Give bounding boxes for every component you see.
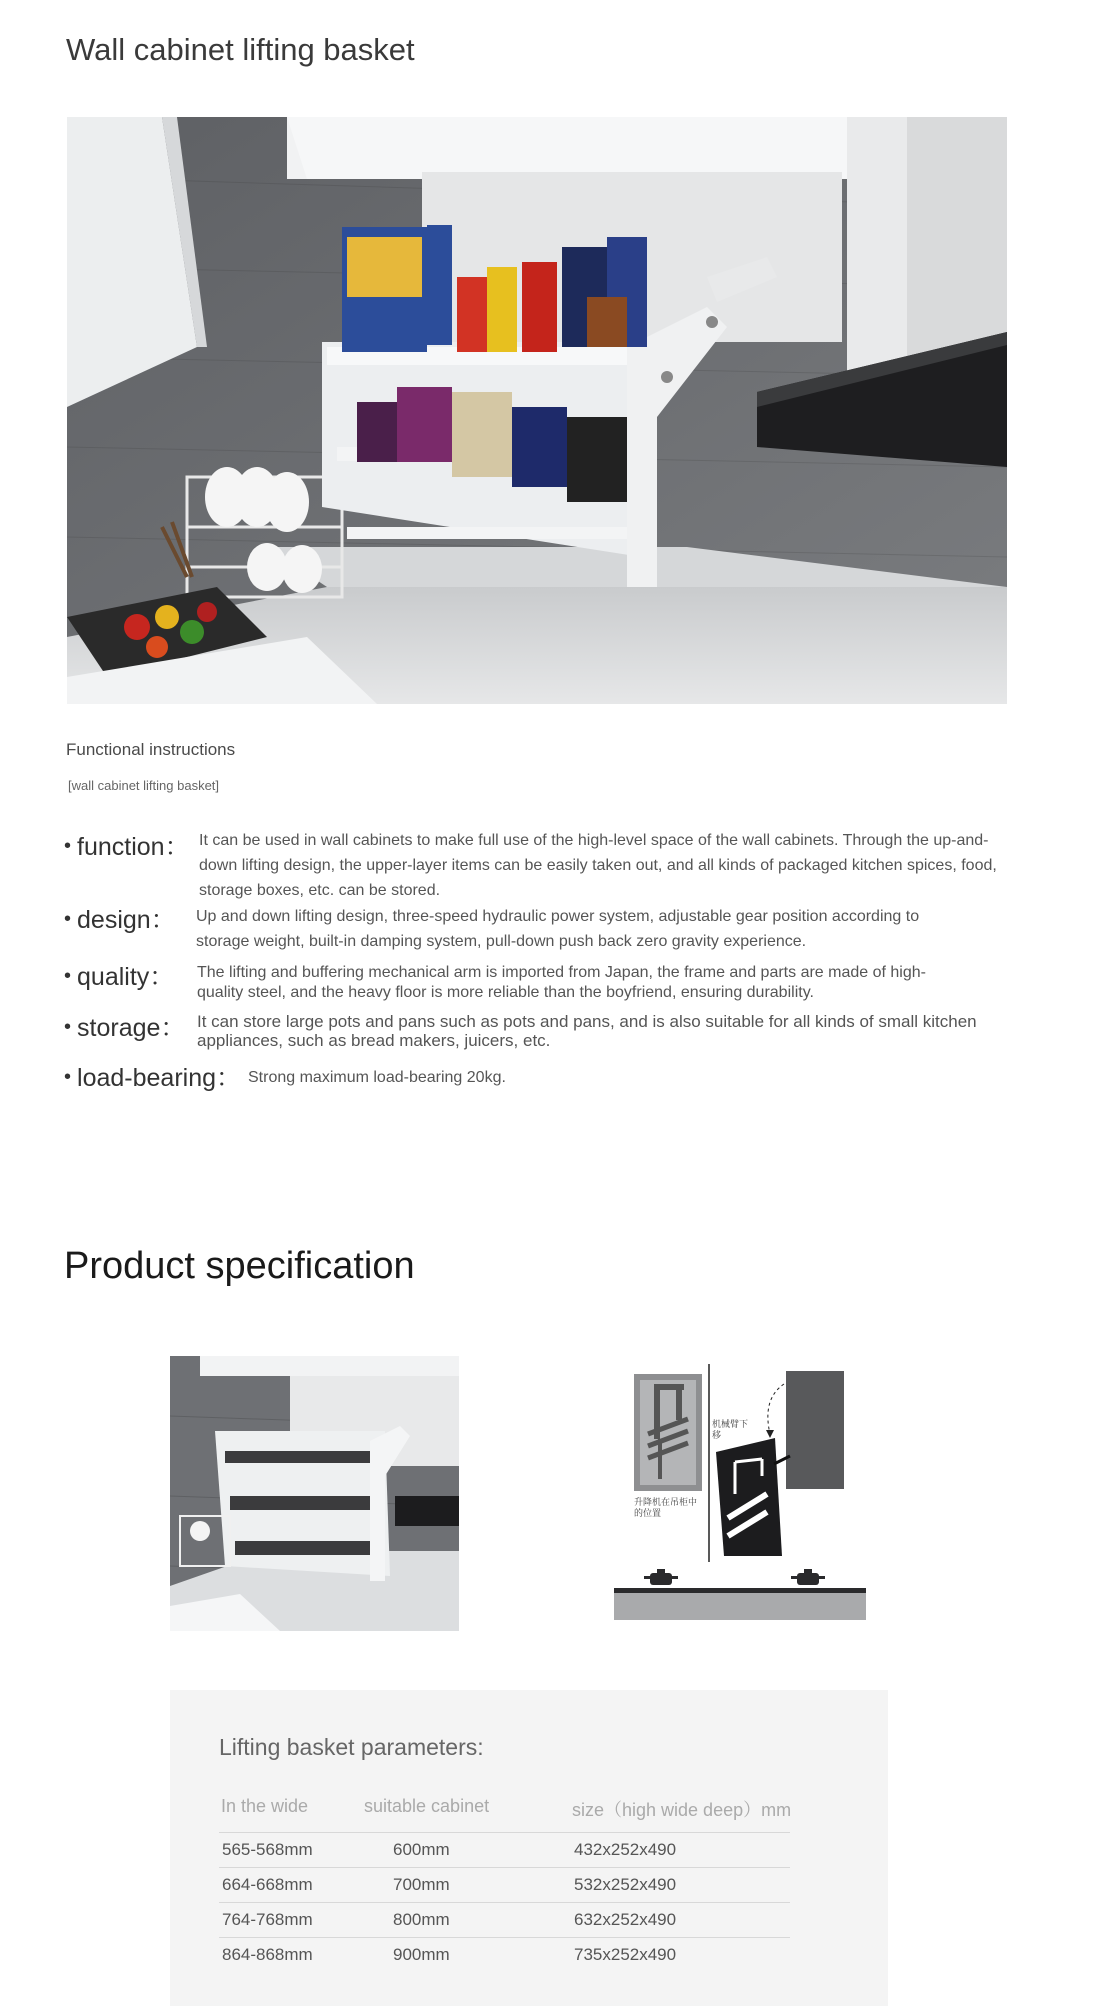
param-header-size: size（high wide deep）mm	[572, 1800, 792, 1820]
table-row	[219, 1937, 790, 1973]
table-row	[219, 1902, 790, 1938]
bullet-icon: •	[64, 965, 72, 987]
param-cell-width: 864-868mm	[222, 1945, 313, 1964]
diagram-label-position: 升降机在吊柜中的位置	[634, 1497, 698, 1518]
feature-label: quality：	[77, 963, 175, 991]
param-cell-size: 632x252x490	[574, 1910, 677, 1929]
functional-instructions-subtitle: [wall cabinet lifting basket]	[68, 778, 220, 793]
bullet-icon: •	[64, 908, 72, 930]
feature-design-text: Up and down lifting design, three-speed hydraulic power system, adjustable gear position according to storage weight, built-in damping system, pull-down push back zero gravity experience.	[196, 908, 920, 950]
feature-function-text: It can be used in wall cabinets to make full use of the high-level space of the wall cabinets. Through the up-and-down lifting design, the upper-layer items can be easily taken out, and all kinds of packaged kitchen spices, food, storage boxes, etc. can be stored.	[199, 832, 997, 899]
feature-quality-label	[64, 957, 174, 993]
lifting-mechanism-diagram	[612, 1364, 884, 1628]
param-cell-cabinet: 900mm	[393, 1945, 450, 1964]
kitchen-scene-illustration	[67, 117, 1007, 704]
param-cell-cabinet: 700mm	[393, 1875, 450, 1894]
feature-function-label	[64, 827, 190, 863]
bullet-icon: •	[64, 835, 72, 857]
product-specification-title: Product specification	[64, 1245, 415, 1287]
param-cell-width: 764-768mm	[222, 1910, 313, 1929]
product-photo	[170, 1356, 459, 1631]
param-cell-width: 565-568mm	[222, 1840, 313, 1859]
basket-lowered-illustration	[170, 1356, 459, 1631]
functional-instructions-title: Functional instructions	[66, 740, 236, 759]
feature-label: function：	[77, 833, 190, 861]
feature-label: load-bearing：	[77, 1064, 242, 1092]
feature-load-bearing-label	[64, 1058, 241, 1094]
feature-storage-text: It can store large pots and pans such as pots and pans, and is also suitable for all kinds of small kitchen appliances, such as bread makers, juicers, etc.	[197, 1012, 977, 1050]
param-cell-cabinet: 800mm	[393, 1910, 450, 1929]
parameters-title: Lifting basket parameters:	[219, 1734, 484, 1760]
feature-load-bearing-text: Strong maximum load-bearing 20kg.	[248, 1069, 506, 1086]
param-cell-size: 432x252x490	[574, 1840, 677, 1859]
param-header-cabinet: suitable cabinet	[364, 1796, 490, 1816]
parameters-panel	[170, 1690, 888, 2006]
diagram-label-arm: 机械臂下移	[712, 1419, 749, 1440]
mechanism-diagram-graphic	[612, 1364, 884, 1628]
bullet-icon: •	[64, 1066, 72, 1088]
param-cell-cabinet: 600mm	[393, 1840, 450, 1859]
bullet-icon: •	[64, 1016, 72, 1038]
table-row	[219, 1867, 790, 1903]
param-cell-size: 532x252x490	[574, 1875, 677, 1894]
param-header-width: In the wide	[221, 1796, 309, 1816]
feature-quality-text: The lifting and buffering mechanical arm is imported from Japan, the frame and parts are made of high-quality steel, and the heavy floor is more reliable than the boyfriend, ensuring durability.	[197, 964, 926, 1001]
hero-kitchen-photo	[67, 117, 1007, 704]
param-cell-width: 664-668mm	[222, 1875, 313, 1894]
feature-storage-label	[64, 1008, 185, 1044]
param-cell-size: 735x252x490	[574, 1945, 677, 1964]
feature-label: storage：	[77, 1014, 186, 1042]
feature-design-label	[64, 900, 176, 936]
table-row	[219, 1832, 790, 1868]
feature-label: design：	[77, 906, 176, 934]
page-title: Wall cabinet lifting basket	[66, 32, 415, 67]
